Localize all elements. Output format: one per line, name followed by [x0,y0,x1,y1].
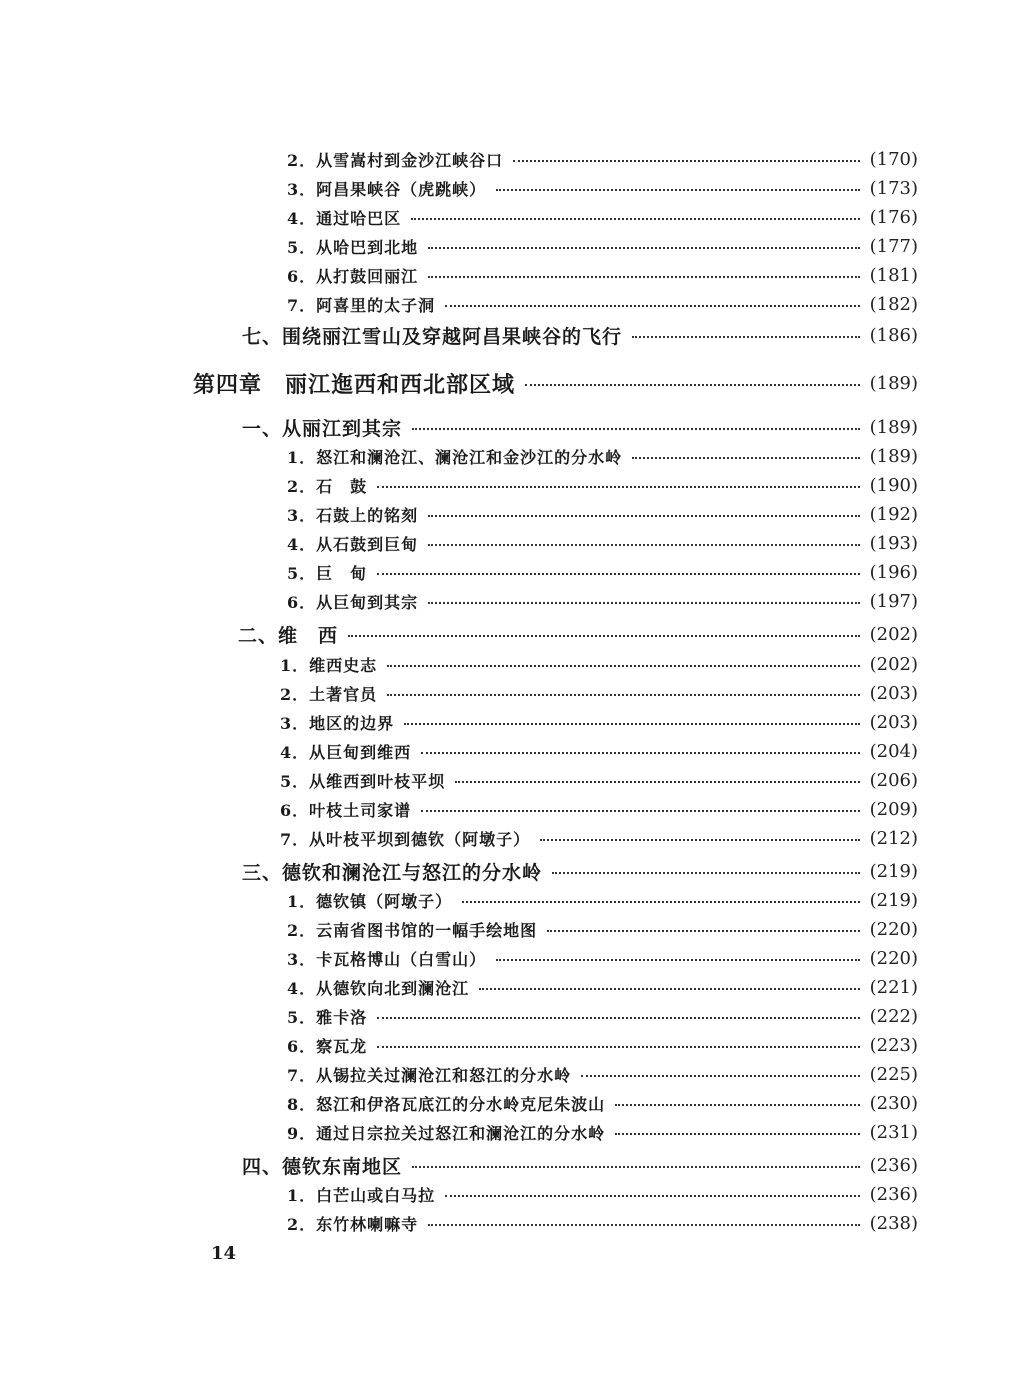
toc-entry-page: (170) [869,148,918,170]
toc-entry-title: 5．巨 甸 [287,563,368,583]
toc-entry [287,472,918,498]
dot-leader [428,515,859,517]
toc-entry [287,1119,918,1145]
toc-entry-page: (173) [869,177,918,199]
dot-leader [632,457,859,459]
toc-entry-title: 6．从巨甸到其宗 [287,592,419,612]
toc-entry [287,233,918,259]
dot-leader [513,160,859,162]
toc-entry-title: 4．从德钦向北到澜沧江 [287,978,470,998]
toc-entry-page: (221) [869,976,918,998]
dot-leader [428,544,859,546]
toc-entry [287,559,918,585]
dot-leader [547,930,859,932]
toc-entry-title: 7．从叶枝平坝到德钦（阿墩子） [280,829,531,849]
dot-leader [525,384,860,386]
dot-leader [377,1046,859,1048]
dot-leader [615,1133,859,1135]
toc-entry-title: 1．维西史志 [280,655,378,675]
toc-entry-page: (230) [869,1092,918,1114]
toc-entry-title: 7．阿喜里的太子洞 [287,295,436,315]
toc-entry-title: 8．怒江和伊洛瓦底江的分水岭克尼朱波山 [287,1094,606,1114]
toc-entry-title: 1．白芒山或白马拉 [287,1185,436,1205]
toc-section-title: 一、从丽江到其宗 [242,417,403,440]
toc-entry-title: 3．地区的边界 [280,713,395,733]
toc-entry-title: 1．德钦镇（阿墩子） [287,891,453,911]
toc-entry [280,709,918,735]
toc-entry [287,501,918,527]
toc-entry-title: 4．从石鼓到巨甸 [287,534,419,554]
toc-section-title: 三、德钦和澜沧江与怒江的分水岭 [242,861,543,884]
dot-leader [412,428,860,430]
dot-leader [552,872,860,874]
toc-section [242,857,918,885]
toc-entry [280,796,918,822]
dot-leader [412,1166,860,1168]
toc-section-title: 七、围绕丽江雪山及穿越阿昌果峡谷的飞行 [242,325,623,348]
toc-entry-page: (192) [869,503,918,525]
toc-entry [287,204,918,230]
toc-entry-title: 2．石 鼓 [287,476,368,496]
toc-section [242,413,918,441]
dot-leader [496,959,859,961]
toc-entry-title: 2．从雪嵩村到金沙江峡谷口 [287,150,504,170]
toc-entry-page: (204) [869,740,918,762]
toc-entry-page: (181) [869,264,918,286]
dot-leader [581,1075,859,1077]
toc-entry-page: (209) [869,798,918,820]
dot-leader [428,602,859,604]
toc-entry-title: 5．从哈巴到北地 [287,237,419,257]
toc-entry-title: 3．阿昌果峡谷（虎跳峡） [287,179,487,199]
toc-entry [280,767,918,793]
toc-entry-title: 5．从维西到叶枝平坝 [280,771,446,791]
toc-entry-page: (219) [869,889,918,911]
dot-leader [632,336,860,338]
dot-leader [421,810,859,812]
toc-entry-title: 2．云南省图书馆的一幅手绘地图 [287,920,538,940]
dot-leader [615,1104,859,1106]
toc-entry-page: (203) [869,711,918,733]
dot-leader [387,665,859,667]
dot-leader [387,694,859,696]
toc-entry [287,1181,918,1207]
toc-section [242,321,918,349]
toc-entry-title: 4．通过哈巴区 [287,208,402,228]
toc-entry-page: (193) [869,532,918,554]
toc-entry-title: 5．雅卡洛 [287,1007,368,1027]
toc-entry-page: (206) [869,769,918,791]
toc-entry-title: 3．卡瓦格博山（白雪山） [287,949,487,969]
toc-entry-page: (176) [869,206,918,228]
toc-entry-page: (225) [869,1063,918,1085]
dot-leader [428,247,859,249]
toc-chapter-title: 第四章 丽江迤西和西北部区域 [193,371,516,398]
dot-leader [404,723,859,725]
toc-entry-title: 6．察瓦龙 [287,1036,368,1056]
toc-entry [287,262,918,288]
dot-leader [462,901,859,903]
dot-leader [445,305,859,307]
dot-leader [479,988,859,990]
toc-chapter [193,368,918,398]
dot-leader [428,1224,859,1226]
dot-leader [496,189,859,191]
toc-section-title: 四、德钦东南地区 [242,1155,403,1178]
toc-entry-page: (236) [869,1183,918,1205]
toc-entry [280,680,918,706]
toc-entry-page: (197) [869,590,918,612]
toc-entry [280,738,918,764]
toc-entry [280,651,918,677]
toc-entry [287,1210,918,1236]
toc-entry [280,825,918,851]
toc-entry [287,916,918,942]
toc-entry-title: 9．通过日宗拉关过怒江和澜沧江的分水岭 [287,1123,606,1143]
toc-entry-page: (203) [869,682,918,704]
toc-entry-page: (202) [869,653,918,675]
dot-leader [540,839,859,841]
toc-entry [287,588,918,614]
toc-section-page: (202) [869,623,918,645]
toc-entry-page: (231) [869,1121,918,1143]
dot-leader [377,486,859,488]
toc-entry-page: (220) [869,918,918,940]
toc-entry-page: (190) [869,474,918,496]
toc-entry [287,887,918,913]
toc-entry [287,1061,918,1087]
toc-section [242,1151,918,1179]
toc-section-title: 二、维 西 [238,624,339,647]
toc-entry-title: 3．石鼓上的铭刻 [287,505,419,525]
toc-entry-title: 1．怒江和澜沧江、澜沧江和金沙江的分水岭 [287,447,623,467]
toc-entry-page: (177) [869,235,918,257]
toc-entry-page: (212) [869,827,918,849]
toc-entry-page: (189) [869,445,918,467]
dot-leader [377,1017,859,1019]
toc-entry [287,1032,918,1058]
toc-entry [287,530,918,556]
page-number: 14 [211,1243,237,1264]
dot-leader [411,218,859,220]
dot-leader [421,752,859,754]
toc-entry-title: 2．土著官员 [280,684,378,704]
toc-entry [287,443,918,469]
toc-entry [287,1090,918,1116]
toc-entry [287,175,918,201]
toc-entry-page: (238) [869,1212,918,1234]
dot-leader [455,781,859,783]
toc-entry-title: 4．从巨甸到维西 [280,742,412,762]
toc-section-page: (186) [869,324,918,346]
dot-leader [348,635,860,637]
toc-section-page: (219) [869,860,918,882]
dot-leader [377,573,859,575]
dot-leader [428,276,859,278]
toc-entry-title: 6．从打鼓回丽江 [287,266,419,286]
toc-chapter-page: (189) [869,372,918,394]
toc-entry [287,146,918,172]
toc-entry-page: (196) [869,561,918,583]
toc-entry-title: 7．从锡拉关过澜沧江和怒江的分水岭 [287,1065,572,1085]
toc-entry [287,1003,918,1029]
toc-entry-title: 2．东竹林喇嘛寺 [287,1214,419,1234]
toc-section [238,620,918,648]
toc-entry-page: (220) [869,947,918,969]
toc-entry-page: (223) [869,1034,918,1056]
toc-entry [287,974,918,1000]
toc-entry-page: (222) [869,1005,918,1027]
toc-section-page: (236) [869,1154,918,1176]
dot-leader [445,1195,859,1197]
toc-entry [287,291,918,317]
toc-section-page: (189) [869,416,918,438]
toc-entry-title: 6．叶枝土司家谱 [280,800,412,820]
toc-entry-page: (182) [869,293,918,315]
toc-entry [287,945,918,971]
